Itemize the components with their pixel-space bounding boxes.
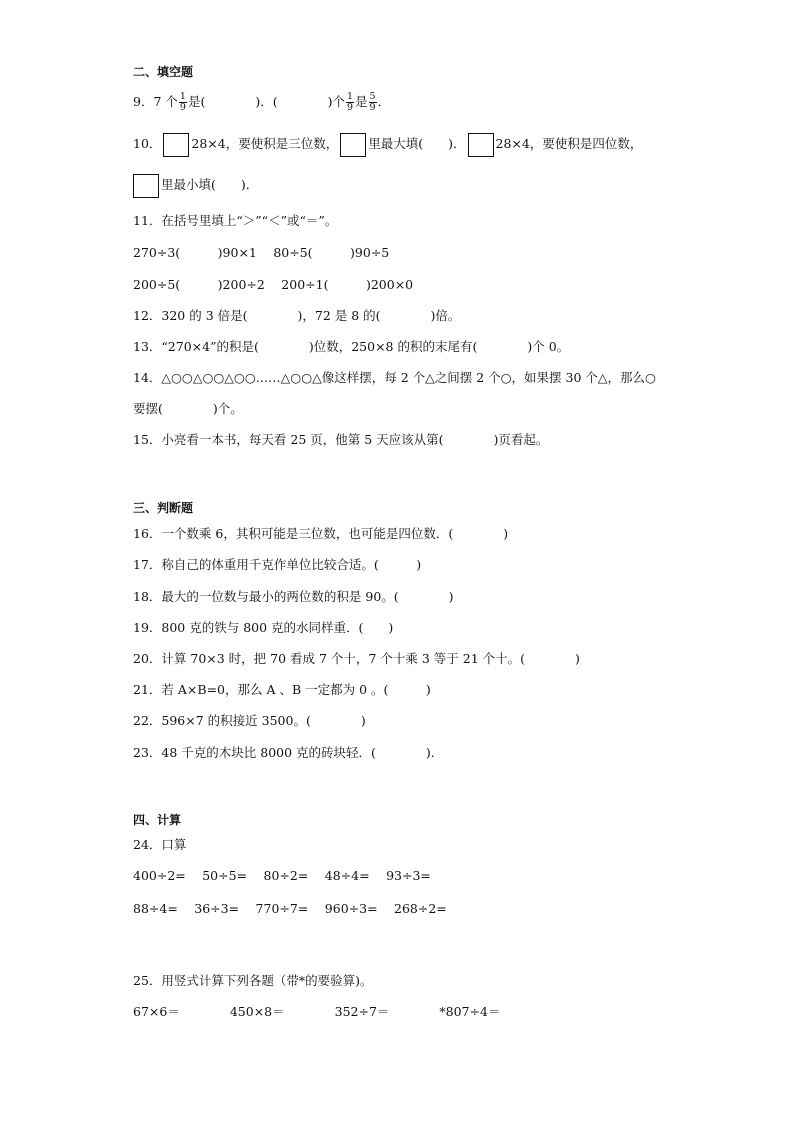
- question-15: 15．小亮看一本书，每天看 25 页，他第 5 天应该从第( )页看起。: [133, 432, 549, 447]
- question-19: 19．800 克的铁与 800 克的水同样重．( ): [133, 620, 394, 635]
- section-heading-calculation: 四、计算: [133, 813, 182, 827]
- question-10-line1: 10． 28×4，要使积是三位数， 里最大填( )． 28×4，要使积是四位数，: [133, 131, 642, 157]
- question-24-row1: 400÷2= 50÷5= 80÷2= 48÷4= 93÷3=: [133, 868, 431, 883]
- question-20: 20．计算 70×3 时，把 70 看成 7 个十，7 个十乘 3 等于 21 个十。( ): [133, 651, 580, 666]
- answer-box-4[interactable]: [133, 174, 159, 198]
- q9-text-a: 9．7 个: [133, 94, 178, 109]
- question-22: 22．596×7 的积接近 3500。( ): [133, 713, 366, 728]
- question-25-row1: 67×6＝ 450×8＝ 352÷7＝ *807÷4＝: [133, 1004, 501, 1019]
- question-10-line2: 里最小填( )．: [133, 172, 258, 198]
- question-11: 11．在括号里填上“＞”“＜”或“＝”。: [133, 213, 338, 228]
- section-heading-judgment: 三、判断题: [133, 501, 194, 515]
- answer-box-2[interactable]: [340, 133, 366, 157]
- question-11-row1: 270÷3( )90×1 80÷5( )90÷5: [133, 245, 390, 260]
- question-11-row2: 200÷5( )200÷2 200÷1( )200×0: [133, 277, 414, 292]
- question-17: 17．称自己的体重用千克作单位比较合适。( ): [133, 557, 422, 572]
- q9-text-d: ．: [377, 94, 391, 109]
- question-9: [133, 92, 390, 113]
- q9-text-b: 是( )．( )个: [187, 94, 345, 109]
- question-14-line2: 要摆( )个。: [133, 401, 243, 416]
- question-24-row2: 88÷4= 36÷3= 770÷7= 960÷3= 268÷2=: [133, 901, 447, 916]
- question-13: 13．“270×4”的积是( )位数，250×8 的积的末尾有( )个 0。: [133, 339, 570, 354]
- section-heading-fill-blank: 二、填空题: [133, 65, 194, 79]
- question-25: 25．用竖式计算下列各题（带*的要验算)。: [133, 973, 373, 988]
- question-21: 21．若 A×B=0，那么 A 、B 一定都为 0 。( ): [133, 682, 431, 697]
- fraction-1-9-b: $\frac{1}{9}$: [346, 91, 353, 113]
- question-18: 18．最大的一位数与最小的两位数的积是 90。( ): [133, 589, 454, 604]
- answer-box-3[interactable]: [468, 133, 494, 157]
- question-16: 16．一个数乘 6，其积可能是三位数，也可能是四位数．( ): [133, 526, 509, 541]
- question-12: 12．320 的 3 倍是( )，72 是 8 的( )倍。: [133, 308, 461, 323]
- question-23: 23．48 千克的木块比 8000 克的砖块轻．( ).: [133, 745, 435, 760]
- question-14-line1: 14．△○○△○○△○○……△○○△像这样摆，每 2 个△之间摆 2 个○，如果摆 30 个△，那么○: [133, 370, 656, 385]
- q9-text-c: 是: [355, 94, 368, 109]
- question-24: 24．口算: [133, 837, 187, 852]
- answer-box-1[interactable]: [163, 133, 189, 157]
- fraction-5-9: $\frac{5}{9}$: [369, 91, 376, 113]
- fraction-1-9: $\frac{1}{9}$: [179, 91, 186, 113]
